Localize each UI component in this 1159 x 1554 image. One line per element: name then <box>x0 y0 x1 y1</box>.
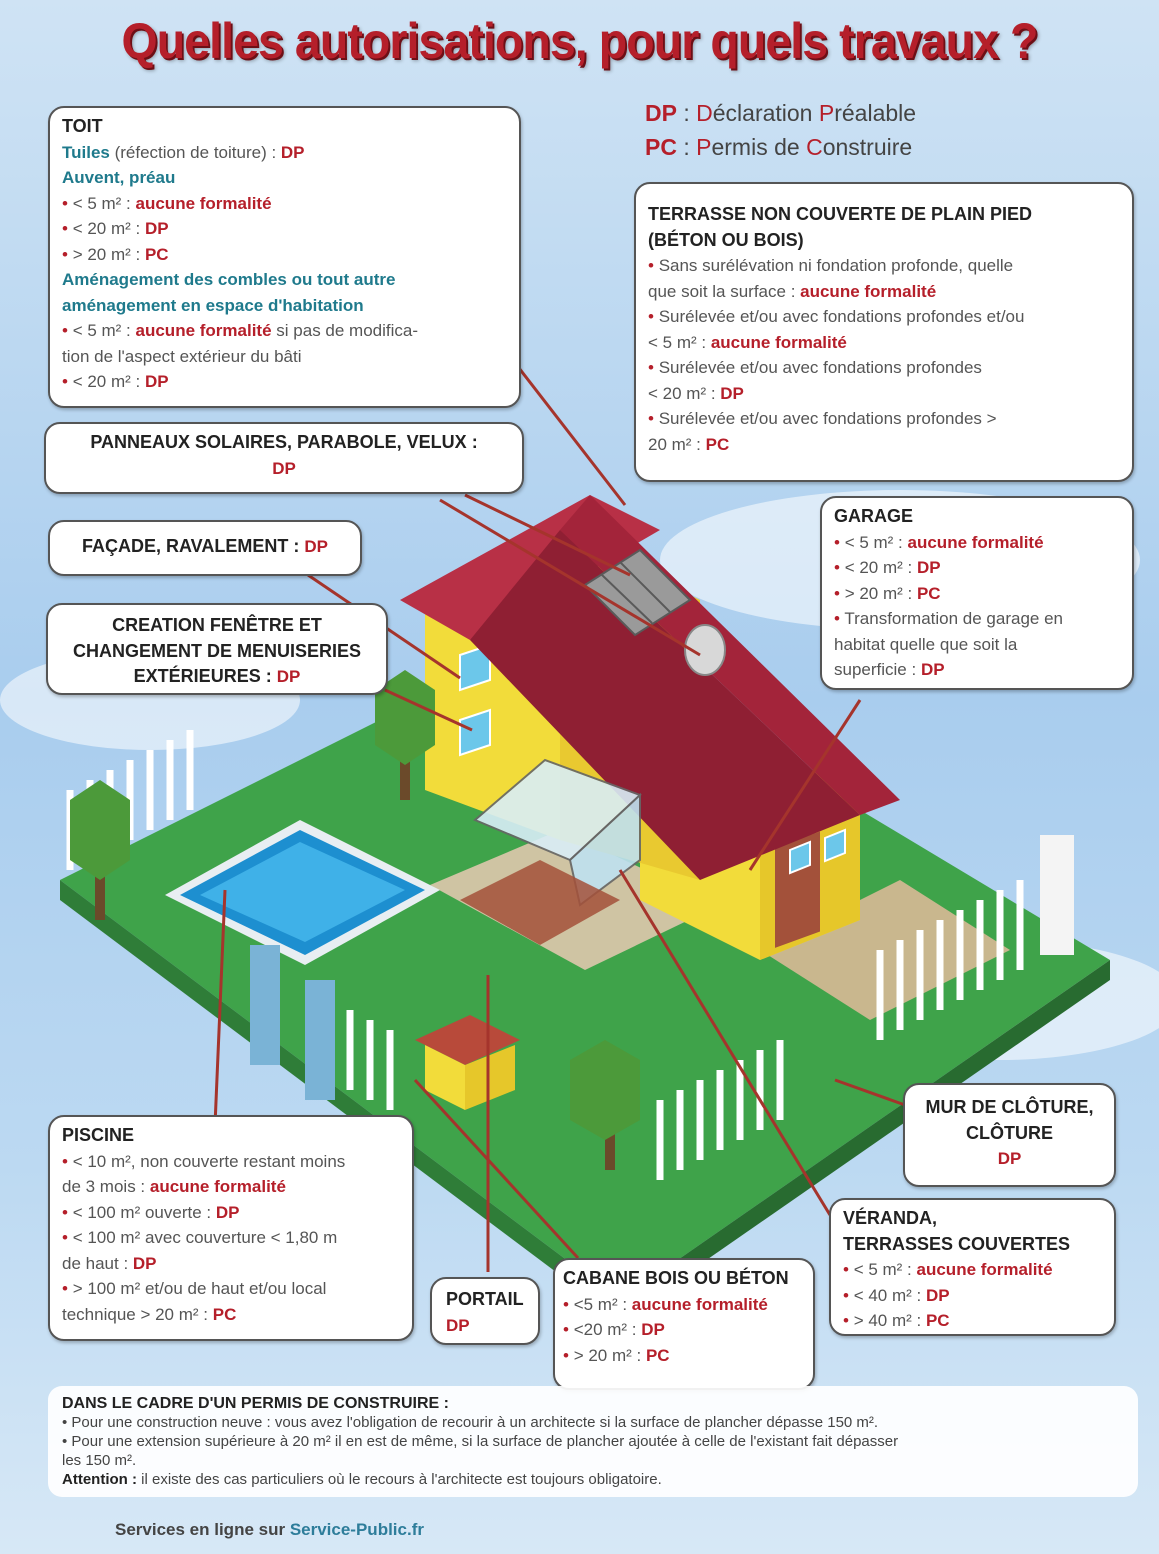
toit-tuiles-value: DP <box>280 142 305 162</box>
mur-value: DP <box>997 1149 1022 1168</box>
note-line-2: • Pour une extension supérieure à 20 m² il en est de même, si la surface de plancher ajoutée à celle de l'existant fait dépasser <box>62 1433 899 1450</box>
garage-item: • < 5 m² : aucune formalité <box>834 530 1120 556</box>
legend-pc-rest-1: ermis de <box>711 134 807 160</box>
veranda-heading-2: TERRASSES COUVERTES <box>843 1233 1071 1254</box>
legend-dp-rest-1: éclaration <box>712 100 819 126</box>
terrasse-box <box>634 182 1134 482</box>
portail-box <box>430 1277 540 1345</box>
fenetre-line-3: EXTÉRIEURES : <box>133 666 277 686</box>
panneaux-value: DP <box>272 458 296 478</box>
legend-pc-abbr: PC <box>645 134 677 160</box>
legend-dp-sep: : <box>676 100 697 126</box>
permis-note <box>48 1386 1138 1497</box>
legend-dp-initial-1: D <box>696 100 713 126</box>
garage-transfo-line-3: superficie : DP <box>834 660 945 679</box>
legend-dp-rest-2: réalable <box>834 100 917 126</box>
toit-combles-item: • < 5 m² : aucune formalité si pas de modifica- <box>62 318 507 344</box>
toit-auvent-label: Auvent, préau <box>62 168 176 187</box>
toit-heading: TOIT <box>62 116 103 136</box>
fenetre-box <box>46 603 388 695</box>
note-heading: DANS LE CADRE D'UN PERMIS DE CONSTRUIRE : <box>62 1395 449 1412</box>
veranda-heading-1: VÉRANDA, <box>843 1208 938 1228</box>
note-line-1: • Pour une construction neuve : vous avez l'obligation de recourir à un architecte si la surface de plancher dépasse 150 m². <box>62 1414 879 1431</box>
toit-auvent-item: • > 20 m² : PC <box>62 242 507 268</box>
garage-item: • < 20 m² : DP <box>834 555 1120 581</box>
facade-value: DP <box>304 537 328 556</box>
toit-combles-item-line2: tion de l'aspect extérieur du bâti <box>62 346 302 366</box>
note-line-3: les 150 m². <box>62 1452 137 1469</box>
legend-pc-initial-1: P <box>696 134 712 160</box>
facade-box <box>48 520 362 576</box>
terrasse-item: • Surélevée et/ou avec fondations profondes > <box>648 406 1120 432</box>
garage-box <box>820 496 1134 690</box>
panneaux-box <box>44 422 524 494</box>
toit-tuiles-label: Tuiles <box>62 142 110 162</box>
garage-item: • > 20 m² : PC <box>834 581 1120 607</box>
piscine-item-line2: de 3 mois : aucune formalité <box>62 1177 286 1196</box>
toit-box <box>48 106 521 408</box>
toit-auvent-item: • < 5 m² : aucune formalité <box>62 191 507 217</box>
mur-box <box>903 1083 1116 1187</box>
piscine-item-line2: technique > 20 m² : PC <box>62 1304 237 1324</box>
toit-tuiles-text: (réfection de toiture) : <box>109 142 281 162</box>
terrasse-item: • Surélevée et/ou avec fondations profondes et/ou <box>648 304 1120 330</box>
terrasse-item: • Sans surélévation ni fondation profonde, quelle <box>648 253 1120 279</box>
piscine-item: • > 100 m² et/ou de haut et/ou local <box>62 1276 400 1302</box>
footer-site-link[interactable]: Service-Public.fr <box>289 1520 424 1539</box>
portail-value: DP <box>446 1315 470 1335</box>
legend-dp-abbr: DP <box>645 100 677 126</box>
legend-pc-sep: : <box>676 134 697 160</box>
footer-text: Services en ligne sur <box>115 1520 290 1539</box>
piscine-box <box>48 1115 414 1341</box>
mur-line-1: MUR DE CLÔTURE, <box>925 1097 1094 1117</box>
page-title: Quelles autorisations, pour quels travaux ? <box>121 13 1038 69</box>
terrasse-heading-1: TERRASSE NON COUVERTE DE PLAIN PIED <box>648 204 1033 224</box>
veranda-box <box>829 1198 1116 1336</box>
facade-heading: FAÇADE, RAVALEMENT : <box>82 536 305 556</box>
terrasse-item: • Surélevée et/ou avec fondations profondes <box>648 355 1120 381</box>
toit-combles-item: • < 20 m² : DP <box>62 369 507 395</box>
toit-auvent-item: • < 20 m² : DP <box>62 216 507 242</box>
terrasse-heading-2: (BÉTON OU BOIS) <box>648 229 804 250</box>
mur-line-2: CLÔTURE <box>966 1122 1053 1143</box>
veranda-item: • > 40 m² : PC <box>843 1308 1102 1334</box>
legend-pc-rest-2: onstruire <box>822 134 913 160</box>
terrasse-item-line2: que soit la surface : aucune formalité <box>648 281 937 301</box>
legend-dp <box>645 100 916 127</box>
veranda-item: • < 5 m² : aucune formalité <box>843 1257 1102 1283</box>
portail-heading: PORTAIL <box>446 1289 524 1309</box>
piscine-item: • < 100 m² ouverte : DP <box>62 1200 400 1226</box>
terrasse-item-line2: < 5 m² : aucune formalité <box>648 332 847 352</box>
garage-transfo-line-2: habitat quelle que soit la <box>834 634 1018 654</box>
legend-dp-initial-2: P <box>818 100 835 126</box>
piscine-item: • < 10 m², non couverte restant moins <box>62 1149 400 1175</box>
garage-heading: GARAGE <box>834 506 914 526</box>
cabane-item: • > 20 m² : PC <box>563 1343 805 1369</box>
footer <box>115 1520 424 1540</box>
note-attention: Attention : il existe des cas particuliers où le recours à l'architecte est toujours obligatoire. <box>62 1471 662 1488</box>
terrasse-item-line2: 20 m² : PC <box>648 434 730 454</box>
piscine-heading: PISCINE <box>62 1125 135 1145</box>
garage-transfo-line-1: • Transformation de garage en <box>834 606 1120 632</box>
toit-combles-label-2: aménagement en espace d'habitation <box>62 295 364 315</box>
fenetre-value: DP <box>276 667 301 686</box>
legend-pc-initial-2: C <box>806 134 823 160</box>
cabane-heading: CABANE BOIS OU BÉTON <box>563 1268 789 1288</box>
fenetre-line-1: CREATION FENÊTRE ET <box>112 615 322 635</box>
piscine-item-line2: de haut : DP <box>62 1253 157 1273</box>
veranda-item: • < 40 m² : DP <box>843 1283 1102 1309</box>
panneaux-heading: PANNEAUX SOLAIRES, PARABOLE, VELUX : <box>90 432 478 452</box>
fenetre-line-2: CHANGEMENT DE MENUISERIES <box>72 640 362 661</box>
cabane-item: • <20 m² : DP <box>563 1317 805 1343</box>
toit-combles-label-1: Aménagement des combles ou tout autre <box>62 270 396 289</box>
terrasse-item-line2: < 20 m² : DP <box>648 383 744 403</box>
legend-pc <box>645 134 912 161</box>
cabane-box <box>553 1258 815 1390</box>
piscine-item: • < 100 m² avec couverture < 1,80 m <box>62 1225 400 1251</box>
cabane-item: • <5 m² : aucune formalité <box>563 1292 805 1318</box>
